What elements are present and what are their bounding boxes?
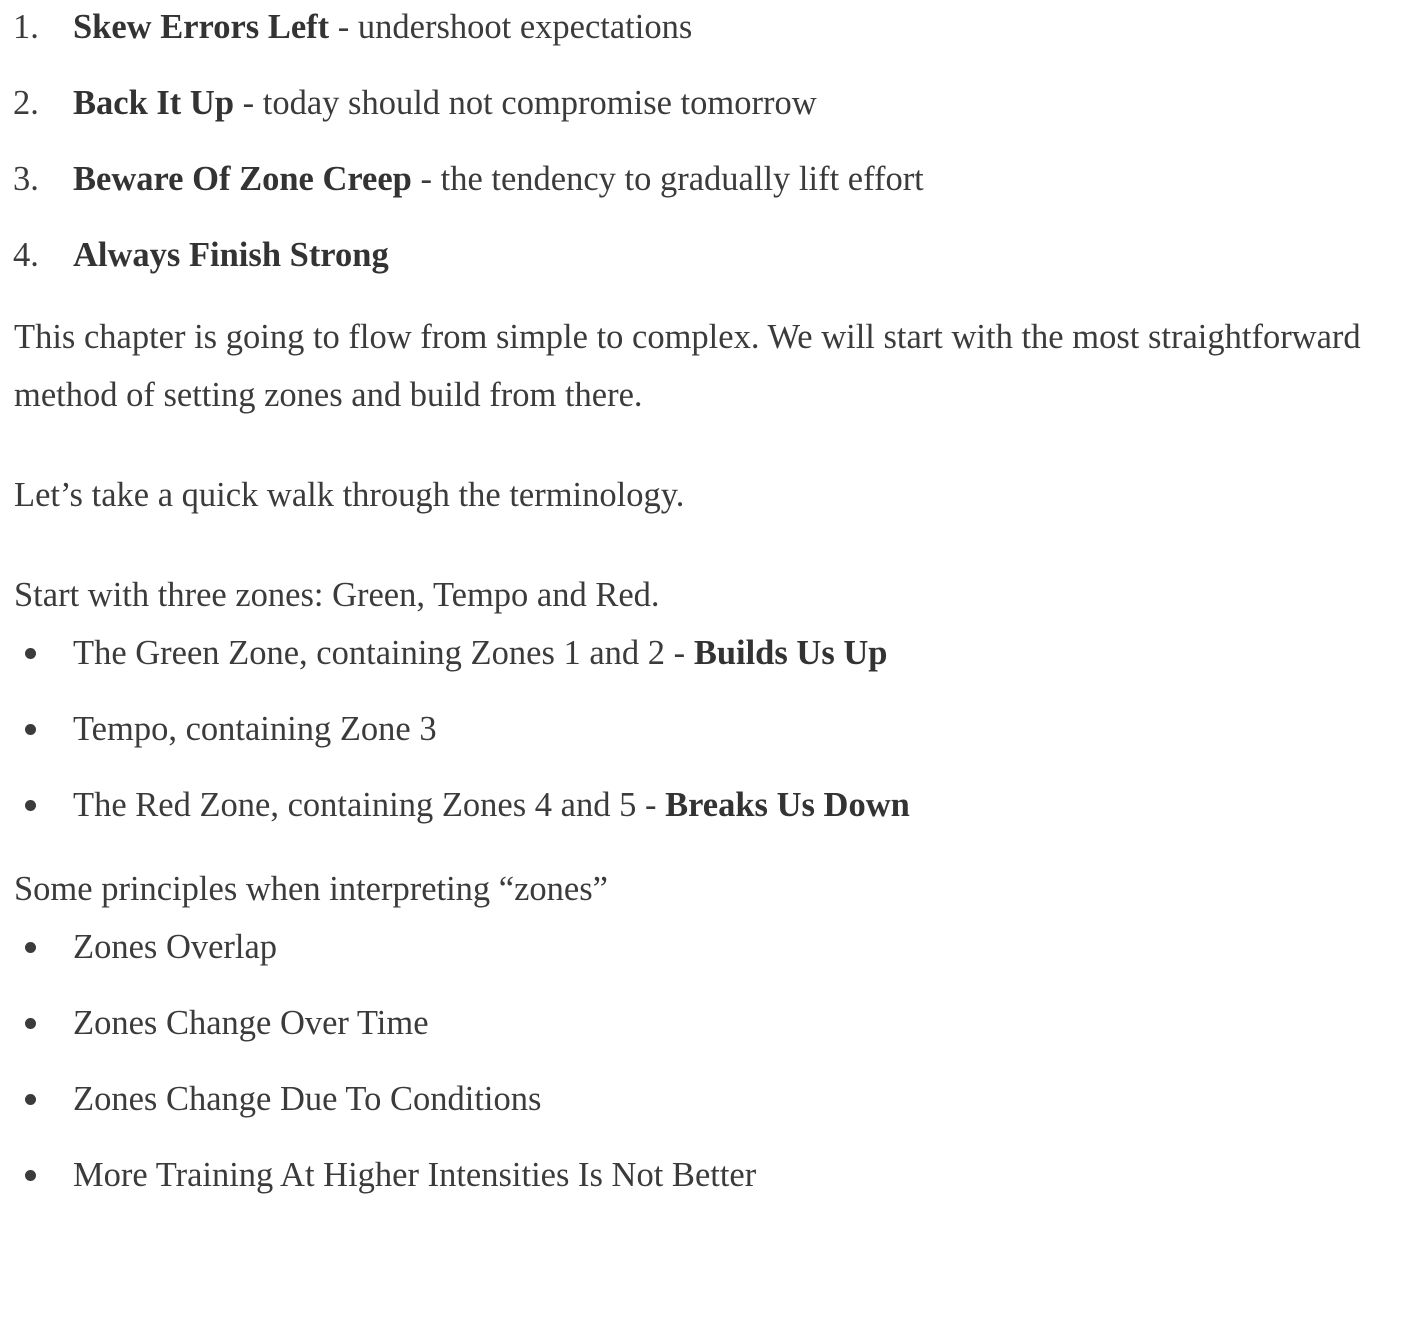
rule-title: Beware Of Zone Creep xyxy=(73,160,412,198)
rule-description: - the tendency to gradually lift effort xyxy=(411,160,924,198)
bullet-icon xyxy=(25,942,36,953)
list-number: 3. xyxy=(13,160,39,198)
bullet-icon xyxy=(25,800,36,811)
bullet-icon xyxy=(25,648,36,659)
rule-description: - undershoot expectations xyxy=(329,8,693,46)
list-item xyxy=(0,918,1404,994)
principles-list xyxy=(0,918,1404,1222)
rule-title: Back It Up xyxy=(73,84,235,122)
principle-text: More Training At Higher Intensities Is Not Better xyxy=(73,1156,757,1194)
terminology-paragraph: Let’s take a quick walk through the terminology. xyxy=(14,476,685,514)
list-number: 2. xyxy=(13,84,39,122)
zone-text: The Green Zone, containing Zones 1 and 2 - xyxy=(73,634,694,672)
zone-effect: Builds Us Up xyxy=(693,634,888,672)
list-number: 1. xyxy=(13,8,39,46)
principle-text: Zones Change Over Time xyxy=(73,1004,429,1042)
zones-list xyxy=(0,624,1404,838)
bullet-icon xyxy=(25,724,36,735)
intro-paragraph: This chapter is going to flow from simple to complex. We will start with the most straightforward method of setting zones and build from there. xyxy=(14,318,1361,414)
list-item xyxy=(0,226,1404,288)
principle-text: Zones Change Due To Conditions xyxy=(73,1080,542,1118)
list-item xyxy=(0,74,1404,150)
list-item xyxy=(0,0,1404,74)
bullet-icon xyxy=(25,1094,36,1105)
list-number: 4. xyxy=(13,236,39,274)
zone-text: The Red Zone, containing Zones 4 and 5 - xyxy=(73,786,666,824)
rule-title: Always Finish Strong xyxy=(73,236,389,274)
list-item xyxy=(0,776,1404,838)
principles-intro: Some principles when interpreting “zones” xyxy=(14,870,608,908)
zone-text: Tempo, containing Zone 3 xyxy=(73,710,437,748)
list-item xyxy=(0,1070,1404,1146)
principle-text: Zones Overlap xyxy=(73,928,278,966)
list-item xyxy=(0,700,1404,776)
rules-list xyxy=(0,0,1404,288)
list-item xyxy=(0,994,1404,1070)
rule-description: - today should not compromise tomorrow xyxy=(234,84,817,122)
zone-effect: Breaks Us Down xyxy=(665,786,910,824)
rule-title: Skew Errors Left xyxy=(73,8,330,46)
list-item xyxy=(0,1146,1404,1222)
start-paragraph: Start with three zones: Green, Tempo and Red. xyxy=(14,576,660,614)
bullet-icon xyxy=(25,1018,36,1029)
list-item xyxy=(0,150,1404,226)
bullet-icon xyxy=(25,1170,36,1181)
list-item xyxy=(0,624,1404,700)
